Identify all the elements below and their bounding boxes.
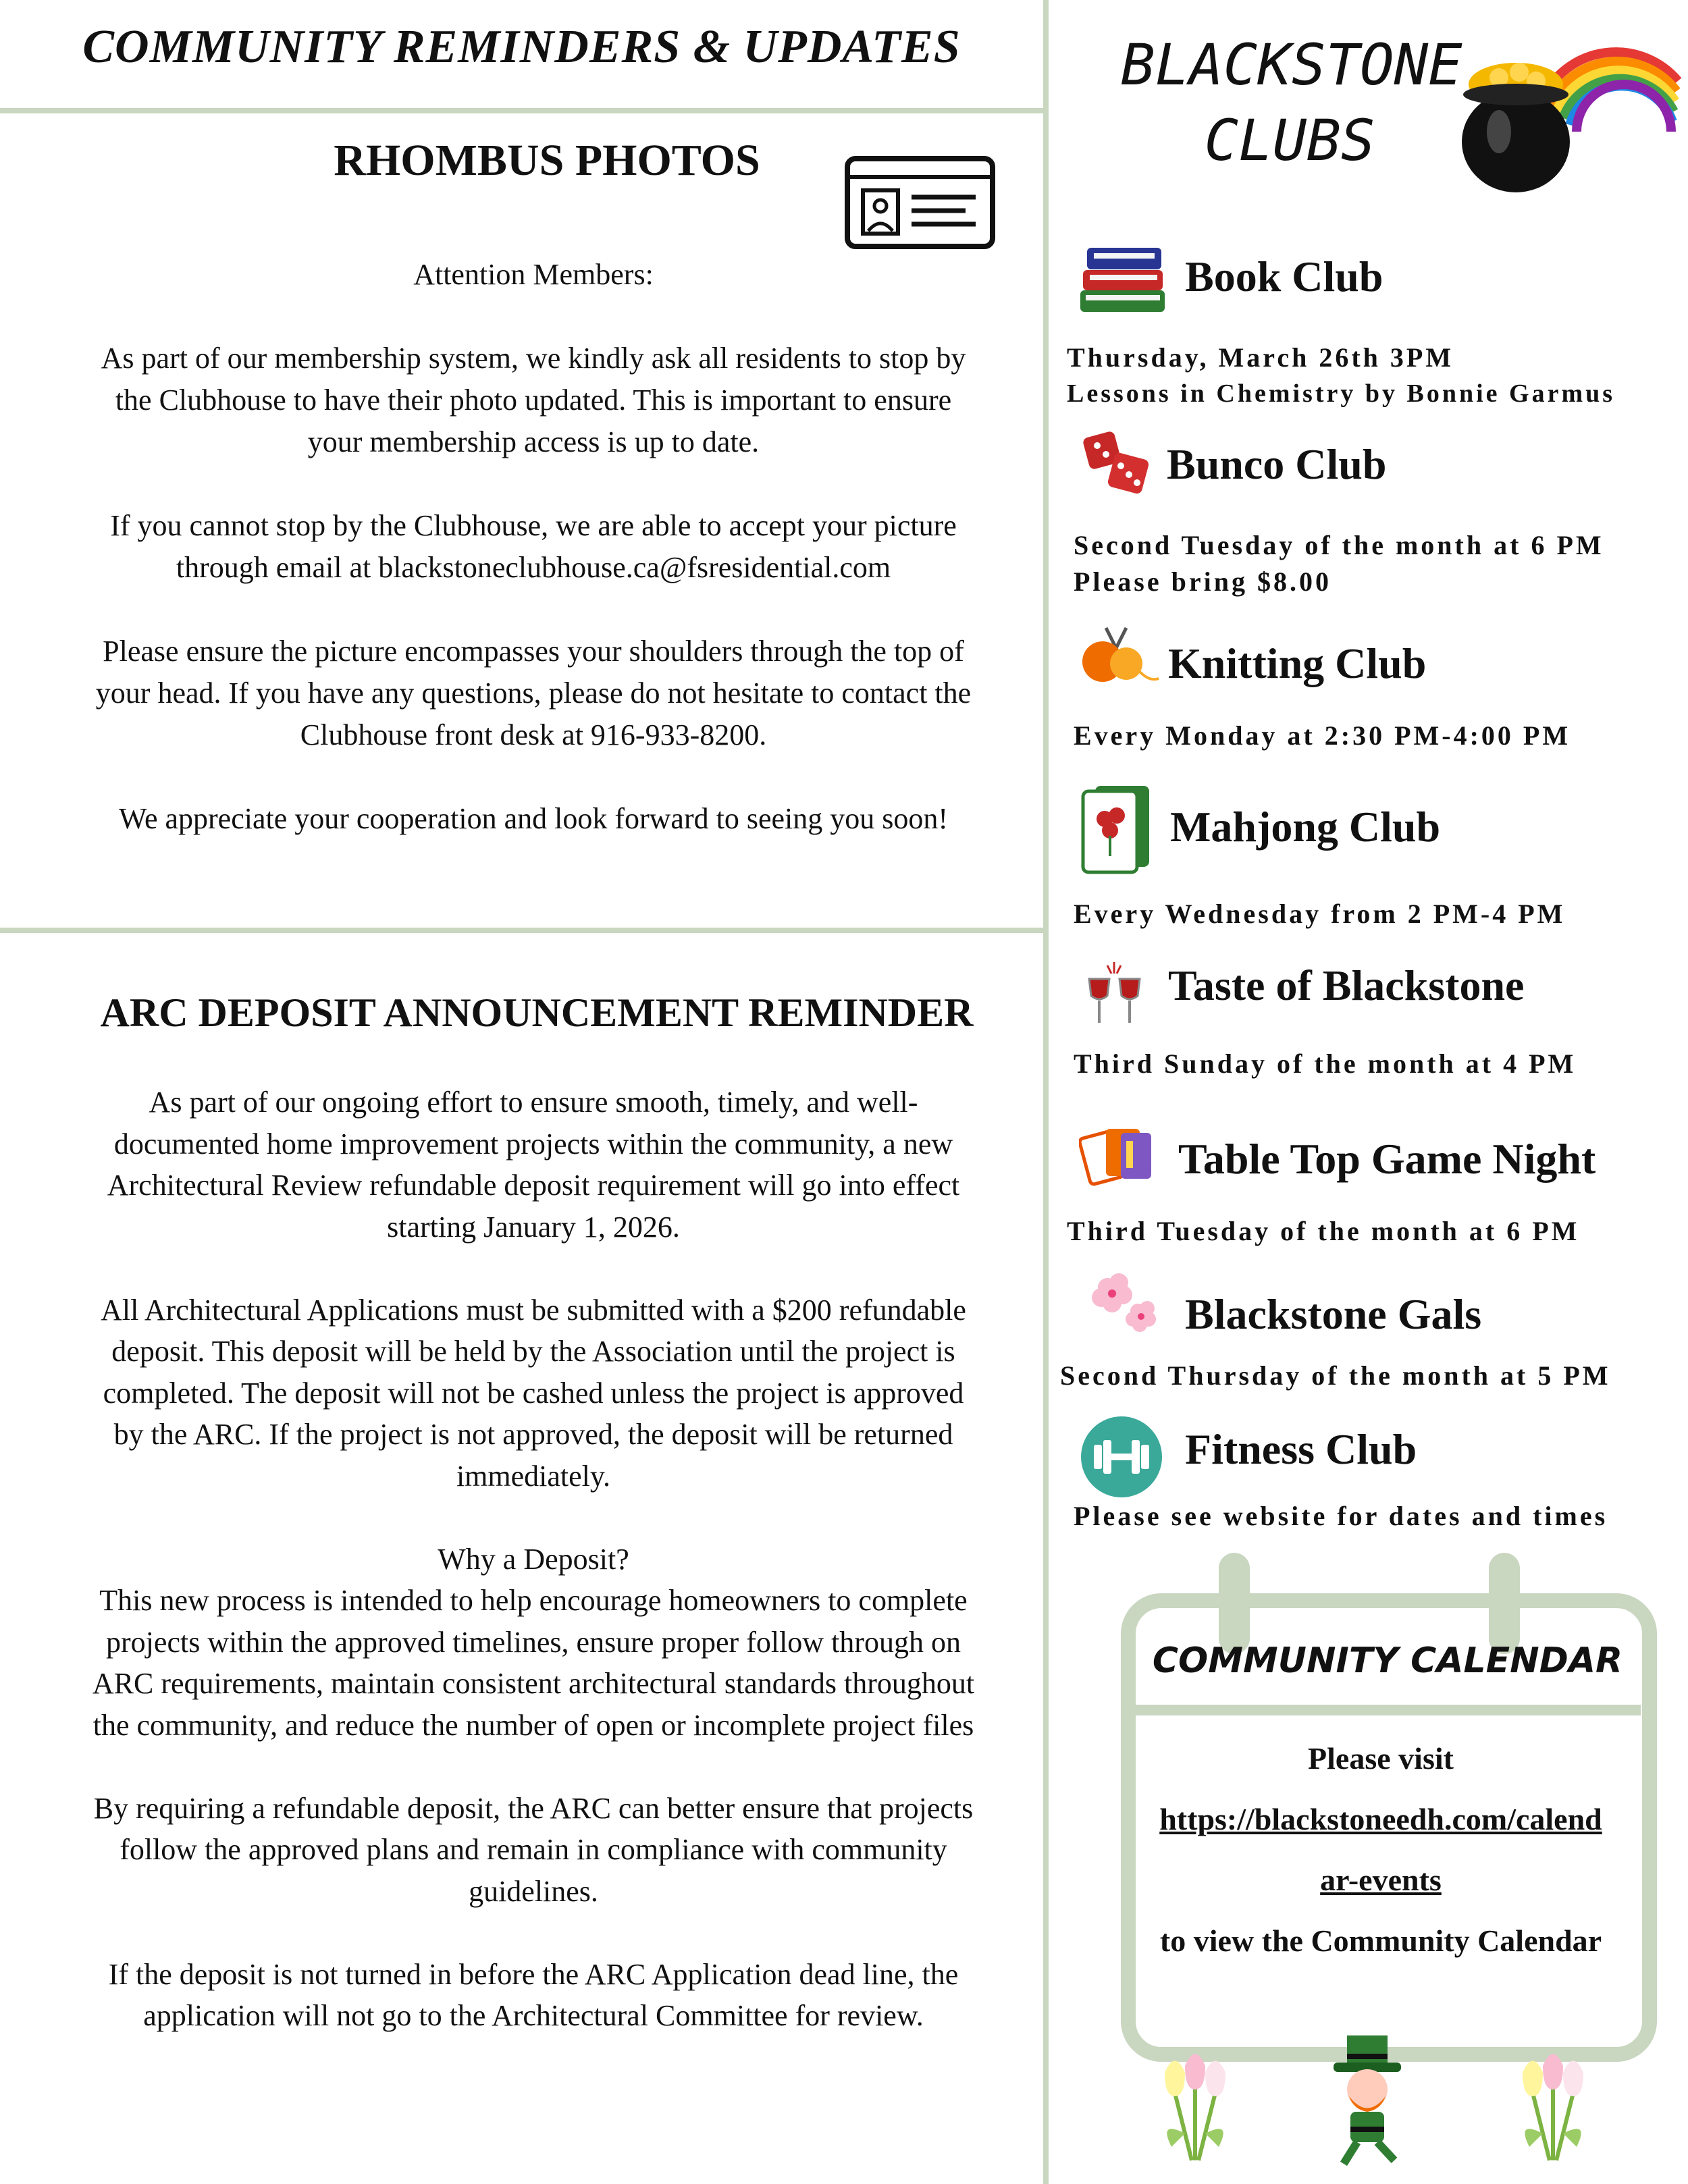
clubs-title: [1121, 27, 1462, 178]
rhombus-email-line: through email at blackstoneclubhouse.ca@fsresidential.com: [176, 551, 891, 584]
playing-cards-icon: [1079, 1121, 1157, 1188]
id-card-icon: [844, 155, 996, 250]
arc-line: projects within the approved timelines, ensure proper follow through on: [106, 1625, 961, 1659]
rhombus-line: the Clubhouse to have their photo updated. This is important to ensure: [115, 383, 952, 417]
mahjong-tile-icon: [1079, 782, 1153, 876]
cherry-blossom-icon: [1077, 1264, 1165, 1338]
calendar-ring-left: [1219, 1553, 1250, 1654]
arc-body: [27, 1082, 1040, 2037]
rhombus-line: your membership access is up to date.: [307, 425, 760, 458]
arc-line: documented home improvement projects within the community, a new: [113, 1127, 953, 1161]
tulips-icon-right: [1502, 2046, 1604, 2167]
section-divider: [0, 928, 1043, 933]
club-detail-bunco-schedule: Second Tuesday of the month at 6 PM: [1074, 530, 1604, 560]
calendar-instruction: Please visit: [1308, 1741, 1454, 1776]
yarn-icon: [1079, 624, 1160, 689]
dumbbell-icon: [1079, 1414, 1164, 1499]
arc-line: By requiring a refundable deposit, the ARC can better ensure that projects: [93, 1791, 974, 1825]
arc-subheading: Why a Deposit?: [438, 1542, 629, 1576]
calendar-purpose: to view the Community Calendar: [1159, 1923, 1602, 1958]
pot-of-gold-icon: [1462, 17, 1685, 196]
calendar-header-divider: [1134, 1705, 1641, 1715]
arc-line: follow the approved plans and remain in compliance with community: [120, 1833, 947, 1866]
arc-line: Architectural Review refundable deposit requirement will go into effect: [107, 1169, 960, 1202]
arc-line: deposit. This deposit will be held by the Association until the project is: [111, 1335, 955, 1368]
club-name-book: Book Club: [1185, 252, 1383, 300]
header-divider: [0, 108, 1043, 113]
club-name-tabletop: Table Top Game Night: [1178, 1135, 1596, 1183]
club-name-fitness: Fitness Club: [1185, 1425, 1417, 1473]
calendar-ring-right: [1489, 1553, 1520, 1654]
books-icon: [1074, 240, 1171, 317]
club-detail-fitness: Please see website for dates and times: [1074, 1501, 1608, 1531]
rhombus-line: your head. If you have any questions, please do not hesitate to contact the: [95, 676, 972, 710]
club-name-taste: Taste of Blackstone: [1168, 961, 1525, 1009]
arc-line: completed. The deposit will not be cashed unless the project is approved: [103, 1376, 964, 1410]
club-detail-mahjong: Every Wednesday from 2 PM-4 PM: [1074, 899, 1566, 929]
arc-line: This new process is intended to help encourage homeowners to complete: [99, 1584, 968, 1617]
club-name-mahjong: Mahjong Club: [1170, 803, 1441, 851]
arc-line: by the ARC. If the project is not approved, the deposit will be returned: [113, 1418, 953, 1451]
club-name-bunco: Bunco Club: [1167, 440, 1387, 488]
club-name-gals: Blackstone Gals: [1185, 1290, 1482, 1338]
leprechaun-icon: [1317, 2032, 1418, 2170]
rhombus-line: Please ensure the picture encompasses your shoulders through the top of: [103, 635, 964, 668]
rhombus-greeting: Attention Members:: [413, 258, 654, 291]
arc-title: ARC DEPOSIT ANNOUNCEMENT REMINDER: [100, 990, 974, 1035]
arc-line: All Architectural Applications must be submitted with a $200 refundable: [101, 1293, 966, 1327]
arc-line: guidelines.: [469, 1874, 598, 1908]
wine-glasses-icon: [1079, 959, 1153, 1033]
calendar-link-line2[interactable]: ar-events: [1320, 1863, 1442, 1897]
page-header: COMMUNITY REMINDERS & UPDATES: [82, 21, 961, 73]
arc-line: the community, and reduce the number of open or incomplete project files: [93, 1708, 974, 1742]
rhombus-line: We appreciate your cooperation and look forward to seeing you soon!: [118, 802, 949, 835]
rhombus-phone-line: Clubhouse front desk at 916-933-8200.: [300, 718, 767, 751]
clubs-title-line2: CLUBS: [1204, 107, 1375, 174]
arc-line: starting January 1, 2026.: [387, 1210, 680, 1244]
dice-icon: [1080, 429, 1151, 496]
club-detail-taste: Third Sunday of the month at 4 PM: [1074, 1048, 1577, 1079]
arc-line: As part of our ongoing effort to ensure smooth, timely, and well-: [149, 1086, 918, 1119]
arc-line: If the deposit is not turned in before the ARC Application dead line, the: [108, 1957, 959, 1991]
club-detail-bunco-fee: Please bring $8.00: [1074, 566, 1331, 597]
calendar-body: [1128, 1728, 1634, 1971]
rhombus-body: [27, 254, 1040, 840]
column-divider: [1043, 0, 1049, 2184]
arc-line: application will not go to the Architectural Committee for review.: [143, 1999, 924, 2032]
rhombus-line: As part of our membership system, we kindly ask all residents to stop by: [101, 342, 966, 375]
arc-line: immediately.: [456, 1459, 611, 1493]
club-detail-book-date: Thursday, March 26th 3PM: [1067, 342, 1454, 373]
arc-line: ARC requirements, maintain consistent architectural standards throughout: [92, 1667, 975, 1700]
club-name-knitting: Knitting Club: [1168, 639, 1427, 687]
calendar-link-line1[interactable]: https://blackstoneedh.com/calend: [1159, 1802, 1602, 1836]
club-detail-book-title: Lessons in Chemistry by Bonnie Garmus: [1067, 379, 1616, 408]
club-detail-gals: Second Thursday of the month at 5 PM: [1060, 1360, 1611, 1391]
tulips-icon-left: [1144, 2046, 1246, 2167]
club-detail-knitting: Every Monday at 2:30 PM-4:00 PM: [1074, 720, 1571, 751]
rhombus-line: If you cannot stop by the Clubhouse, we are able to accept your picture: [110, 509, 957, 542]
clubs-title-line1: BLACKSTONE: [1121, 32, 1462, 98]
rhombus-title: RHOMBUS PHOTOS: [334, 136, 760, 185]
calendar-title: COMMUNITY CALENDAR: [1152, 1641, 1623, 1681]
club-detail-tabletop: Third Tuesday of the month at 6 PM: [1067, 1216, 1580, 1246]
